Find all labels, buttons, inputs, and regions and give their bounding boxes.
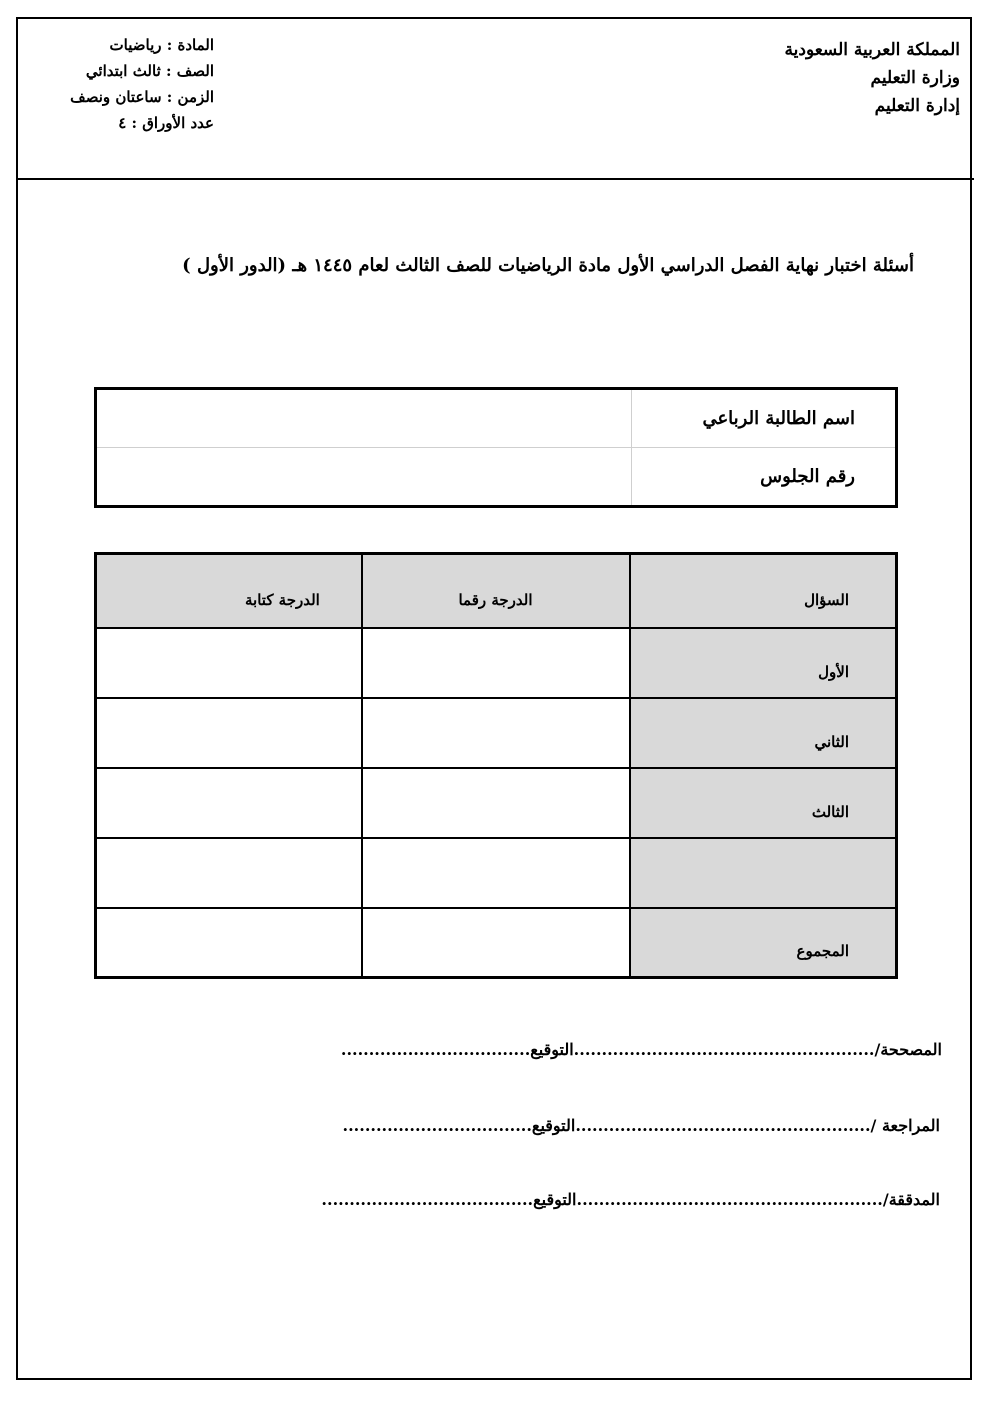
total-row: [96, 908, 897, 978]
question-label: الثاني: [630, 698, 897, 768]
grade-words-cell[interactable]: [96, 768, 362, 838]
grade-digits-cell[interactable]: [362, 698, 630, 768]
header-country: المملكة العربية السعودية: [784, 40, 960, 60]
student-name-label: اسم الطالبة الرباعي: [632, 389, 897, 448]
grade-words-cell[interactable]: [96, 838, 362, 908]
grades-header-row: [96, 554, 897, 628]
corrector-signature-line[interactable]: المصححة/......................................................التوقيع..................................: [340, 1040, 942, 1059]
table-row: [96, 768, 897, 838]
grade-digits-cell[interactable]: [362, 768, 630, 838]
exam-info-header: [36, 32, 214, 136]
seat-number-label: رقم الجلوس: [632, 448, 897, 507]
header-subject: المادة : رياضيات: [109, 36, 214, 54]
question-label: [630, 838, 897, 908]
student-name-row: [96, 389, 897, 448]
question-label: الأول: [630, 628, 897, 698]
grades-table: [94, 552, 898, 979]
header-pages-count: عدد الأوراق : ٤: [118, 114, 214, 132]
header-grade-words: الدرجة كتابة: [96, 554, 362, 628]
header-divider: [16, 178, 974, 180]
table-row: [96, 628, 897, 698]
table-row: [96, 838, 897, 908]
question-label: الثالث: [630, 768, 897, 838]
seat-number-row: [96, 448, 897, 507]
seat-number-field[interactable]: [96, 448, 632, 507]
student-info-table: [94, 387, 898, 508]
student-name-field[interactable]: [96, 389, 632, 448]
header-duration: الزمن : ساعتان ونصف: [70, 88, 214, 106]
header-question: السؤال: [630, 554, 897, 628]
table-row: [96, 698, 897, 768]
header-grade-digits: الدرجة رقما: [362, 554, 630, 628]
total-digits-cell[interactable]: [362, 908, 630, 978]
grade-digits-cell[interactable]: [362, 838, 630, 908]
total-words-cell[interactable]: [96, 908, 362, 978]
grade-words-cell[interactable]: [96, 698, 362, 768]
header-administration: إدارة التعليم: [874, 96, 960, 116]
grade-words-cell[interactable]: [96, 628, 362, 698]
ministry-header: [785, 36, 960, 120]
total-label: المجموع: [630, 908, 897, 978]
grade-digits-cell[interactable]: [362, 628, 630, 698]
reviewer-signature-line[interactable]: المراجعة /.....................................................التوقيع..................................: [342, 1116, 940, 1135]
auditor-signature-line[interactable]: المدققة/.......................................................التوقيع......................................: [321, 1190, 940, 1209]
header-grade: الصف : ثالث ابتدائي: [85, 62, 214, 80]
exam-title: أسئلة اختبار نهاية الفصل الدراسي الأول مادة الرياضيات للصف الثالث لعام ١٤٤٥ هـ (الدور الأول ): [182, 255, 914, 276]
header-ministry: وزارة التعليم: [870, 68, 960, 88]
